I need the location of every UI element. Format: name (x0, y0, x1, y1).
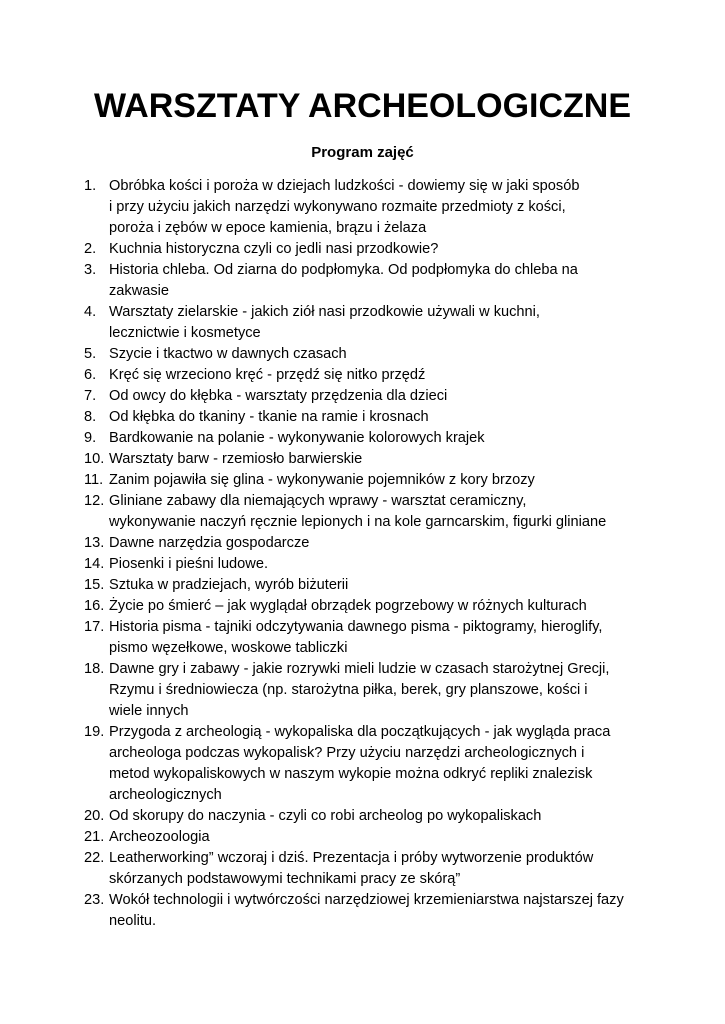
list-item-line: i przy użyciu jakich narzędzi wykonywano rozmaite przedmioty z kości, (109, 199, 566, 215)
list-item-text (109, 848, 644, 890)
list-item (84, 659, 644, 722)
list-item (84, 533, 644, 554)
list-item-line: Od kłębka do tkaniny - tkanie na ramie i krosnach (109, 409, 429, 425)
list-item-text (109, 596, 644, 617)
list-item-number: 23. (84, 892, 105, 908)
list-item (84, 239, 644, 260)
list-item (84, 617, 644, 659)
list-item-line: archeologa podczas wykopalisk? Przy użyciu narzędzi archeologicznych i (109, 745, 585, 761)
list-item-text (109, 533, 644, 554)
list-item-line: Piosenki i pieśni ludowe. (109, 556, 268, 572)
list-item-text (109, 617, 644, 659)
list-item (84, 449, 644, 470)
list-item (84, 386, 644, 407)
list-item-text (109, 827, 644, 848)
list-item-text (109, 449, 644, 470)
list-item-line: Gliniane zabawy dla niemających wprawy - warsztat ceramiczny, (109, 493, 527, 509)
list-item-text (109, 386, 644, 407)
list-item-text (109, 890, 644, 932)
list-item-line: archeologicznych (109, 787, 222, 803)
list-item-line: Dawne gry i zabawy - jakie rozrywki mieli ludzie w czasach starożytnej Grecji, (109, 661, 610, 677)
list-item-line: pismo węzełkowe, woskowe tabliczki (109, 640, 348, 656)
list-item-line: Warsztaty barw - rzemiosło barwierskie (109, 451, 363, 467)
list-item-line: Historia chleba. Od ziarna do podpłomyka. Od podpłomyka do chleba na (109, 262, 578, 278)
list-item-text (109, 806, 644, 827)
list-item-text (109, 428, 644, 449)
list-item-line: Obróbka kości i poroża w dziejach ludzkości - dowiemy się w jaki sposób (109, 178, 580, 194)
list-item (84, 890, 644, 932)
list-item (84, 428, 644, 449)
list-item-line: poroża i zębów w epoce kamienia, brązu i żelaza (109, 220, 427, 236)
list-item-line: Od skorupy do naczynia - czyli co robi archeolog po wykopaliskach (109, 808, 542, 824)
list-item-number: 13. (84, 535, 105, 551)
list-item-number: 6. (84, 367, 97, 383)
list-item-number: 19. (84, 724, 105, 740)
list-item-number: 14. (84, 556, 105, 572)
list-item-line: Życie po śmierć – jak wyglądał obrządek pogrzebowy w różnych kulturach (109, 598, 587, 614)
list-item-number: 22. (84, 850, 105, 866)
list-item-line: Historia pisma - tajniki odczytywania dawnego pisma - piktogramy, hieroglify, (109, 619, 603, 635)
list-item-text (109, 344, 644, 365)
list-item-number: 3. (84, 262, 97, 278)
list-item (84, 407, 644, 428)
list-item-number: 7. (84, 388, 97, 404)
list-item (84, 554, 644, 575)
list-item-text (109, 176, 644, 239)
list-item-line: Zanim pojawiła się glina - wykonywanie pojemników z kory brzozy (109, 472, 535, 488)
list-item-line: Sztuka w pradziejach, wyrób biżuterii (109, 577, 349, 593)
list-item (84, 302, 644, 344)
list-item (84, 827, 644, 848)
list-item-line: Kuchnia historyczna czyli co jedli nasi przodkowie? (109, 241, 439, 257)
list-item-line: Dawne narzędzia gospodarcze (109, 535, 310, 551)
list-item (84, 260, 644, 302)
list-item-number: 5. (84, 346, 97, 362)
list-item-line: lecznictwie i kosmetyce (109, 325, 261, 341)
list-item-line: Szycie i tkactwo w dawnych czasach (109, 346, 347, 362)
list-item-number: 1. (84, 178, 97, 194)
list-item-text (109, 659, 644, 722)
list-item-line: Leatherworking” wczoraj i dziś. Prezentacja i próby wytworzenie produktów (109, 850, 594, 866)
list-item-line: Bardkowanie na polanie - wykonywanie kolorowych krajek (109, 430, 485, 446)
list-item-line: wiele innych (109, 703, 189, 719)
list-item-line: metod wykopaliskowych w naszym wykopie można odkryć repliki znalezisk (109, 766, 593, 782)
list-item-number: 4. (84, 304, 97, 320)
program-list (84, 176, 644, 932)
list-item (84, 491, 644, 533)
list-item-number: 21. (84, 829, 105, 845)
list-item-line: Od owcy do kłębka - warsztaty przędzenia dla dzieci (109, 388, 448, 404)
list-item-number: 8. (84, 409, 97, 425)
list-item-line: wykonywanie naczyń ręcznie lepionych i na kole garncarskim, figurki gliniane (109, 514, 607, 530)
list-item-line: Przygoda z archeologią - wykopaliska dla początkujących - jak wygląda praca (109, 724, 611, 740)
list-item-number: 11. (84, 472, 104, 488)
list-item (84, 344, 644, 365)
list-item-text (109, 554, 644, 575)
list-item (84, 365, 644, 386)
list-item-number: 20. (84, 808, 105, 824)
list-item-number: 16. (84, 598, 105, 614)
list-item-line: Kręć się wrzeciono kręć - przędź się nitko przędź (109, 367, 426, 383)
list-item-number: 2. (84, 241, 97, 257)
list-item-number: 9. (84, 430, 97, 446)
list-item (84, 596, 644, 617)
list-item-line: Wokół technologii i wytwórczości narzędziowej krzemieniarstwa najstarszej fazy (109, 892, 624, 908)
list-item (84, 575, 644, 596)
list-item (84, 176, 644, 239)
list-item-text (109, 407, 644, 428)
list-item-line: zakwasie (109, 283, 170, 299)
list-item-text (109, 575, 644, 596)
document-title: WARSZTATY ARCHEOLOGICZNE (93, 87, 632, 125)
list-item-number: 18. (84, 661, 105, 677)
list-item-number: 12. (84, 493, 105, 509)
list-item-number: 10. (84, 451, 105, 467)
list-item-line: skórzanych podstawowymi technikami pracy ze skórą” (109, 871, 461, 887)
list-item-line: Archeozoologia (109, 829, 210, 845)
list-item (84, 806, 644, 827)
list-item (84, 848, 644, 890)
list-item (84, 470, 644, 491)
list-item-number: 17. (84, 619, 105, 635)
list-item-text (109, 722, 644, 806)
list-item-text (109, 491, 644, 533)
list-item-text (109, 260, 644, 302)
list-item-text (109, 470, 644, 491)
list-item-text (109, 302, 644, 344)
document-subtitle: Program zajęć (311, 144, 414, 161)
list-item (84, 722, 644, 806)
list-item-text (109, 239, 644, 260)
list-item-line: Rzymu i średniowiecza (np. starożytna piłka, berek, gry planszowe, kości i (109, 682, 588, 698)
list-item-number: 15. (84, 577, 105, 593)
list-item-line: Warsztaty zielarskie - jakich ziół nasi przodkowie używali w kuchni, (109, 304, 540, 320)
list-item-text (109, 365, 644, 386)
list-item-line: neolitu. (109, 913, 157, 929)
